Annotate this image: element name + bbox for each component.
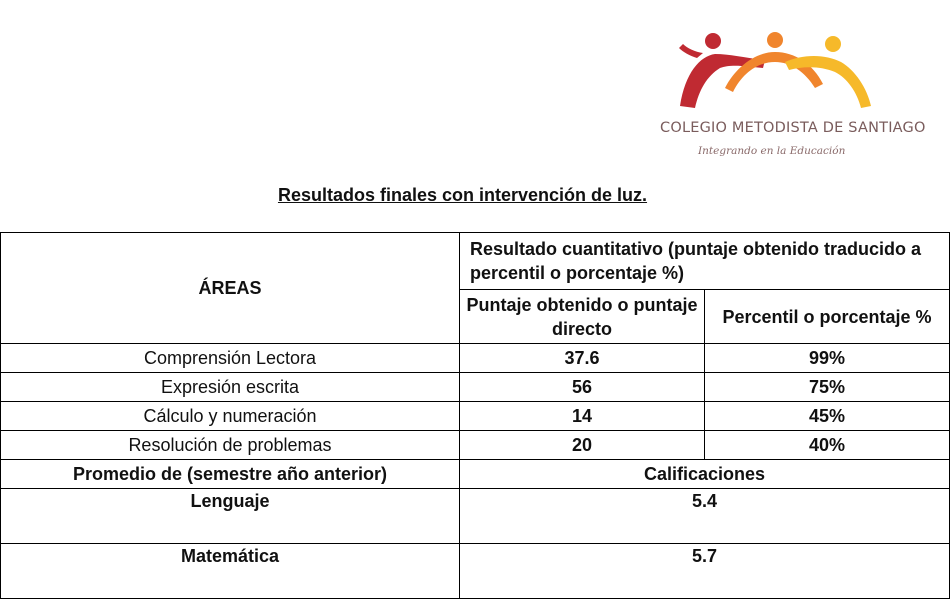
area-cell: Cálculo y numeración (1, 402, 460, 431)
area-cell: Comprensión Lectora (1, 344, 460, 373)
grade-row (1, 489, 950, 544)
area-cell: Expresión escrita (1, 373, 460, 402)
score-cell: 56 (460, 373, 705, 402)
average-header: Promedio de (semestre año anterior) (1, 460, 460, 489)
subject-cell: Matemática (1, 544, 460, 599)
header-row (1, 233, 950, 290)
result-header: Resultado cuantitativo (puntaje obtenido traducido a percentil o porcentaje %) (470, 239, 922, 283)
percentile-cell: 75% (705, 373, 950, 402)
areas-header: ÁREAS (198, 278, 262, 298)
logo-tagline: Integrando en la Educación (698, 145, 846, 157)
page-title: Resultados finales con intervención de luz. (277, 185, 648, 205)
logo-school-name: COLEGIO METODISTA DE SANTIAGO (660, 120, 926, 136)
grade-row (1, 544, 950, 599)
score-cell: 20 (460, 431, 705, 460)
grade-cell: 5.4 (460, 489, 950, 544)
result-header-cell (460, 233, 950, 290)
percentile-cell: 99% (705, 344, 950, 373)
grades-header: Calificaciones (460, 460, 950, 489)
logo-figures-icon (675, 28, 875, 118)
table-row (1, 344, 950, 373)
subject-cell: Lenguaje (1, 489, 460, 544)
school-logo (655, 28, 926, 163)
table-row (1, 373, 950, 402)
percentile-cell: 40% (705, 431, 950, 460)
score-cell: 37.6 (460, 344, 705, 373)
average-header-row (1, 460, 950, 489)
table-row (1, 402, 950, 431)
percentile-header: Percentil o porcentaje % (705, 290, 950, 344)
percentile-cell: 45% (705, 402, 950, 431)
score-cell: 14 (460, 402, 705, 431)
table-row (1, 431, 950, 460)
area-cell: Resolución de problemas (1, 431, 460, 460)
areas-header-cell (1, 233, 460, 344)
results-table (0, 232, 950, 599)
grade-cell: 5.7 (460, 544, 950, 599)
direct-score-header: Puntaje obtenido o puntaje directo (460, 290, 705, 344)
